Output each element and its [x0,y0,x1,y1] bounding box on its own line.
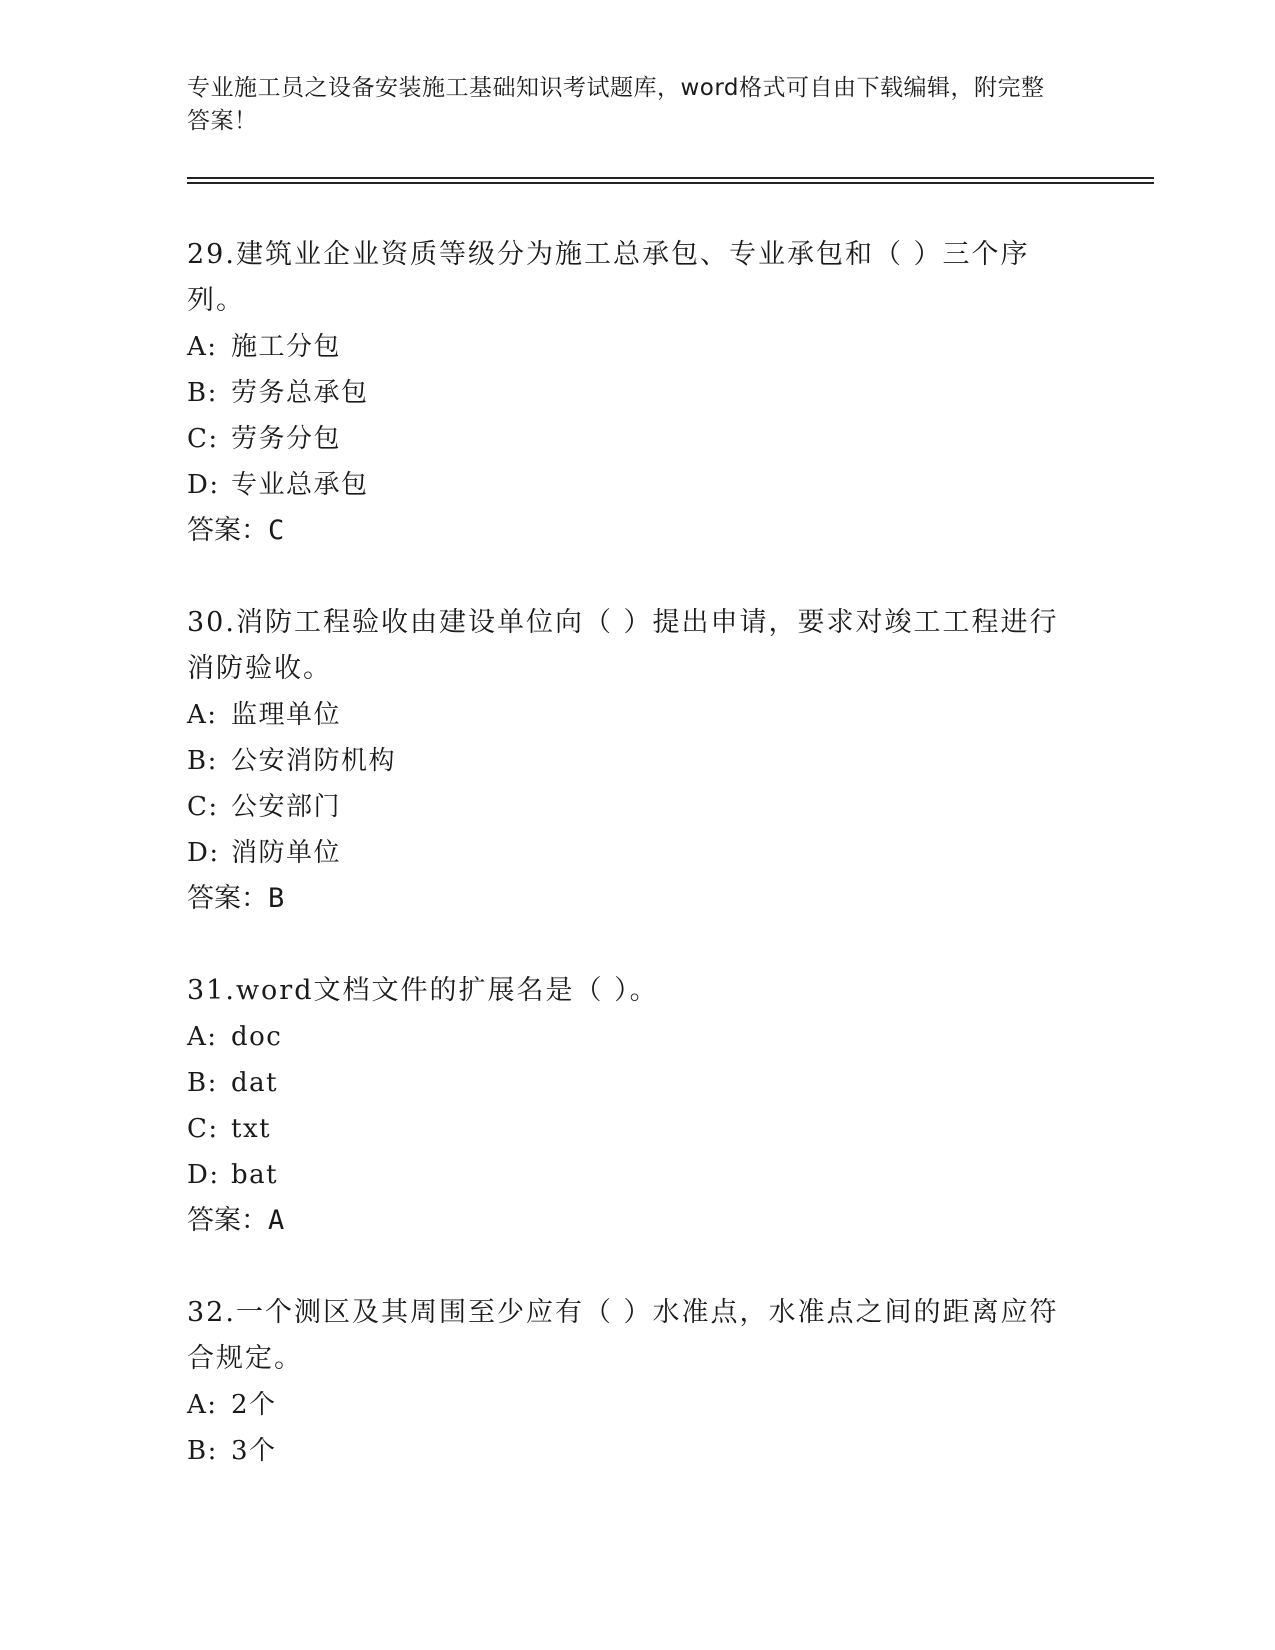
option-text: 监理单位 [231,700,342,730]
option-text: 2个 [231,1390,277,1420]
option-b [187,1060,1067,1106]
option-a [187,1014,1067,1060]
answer-value: B [268,883,285,914]
document-header: 专业施工员之设备安装施工基础知识考试题库，word格式可自由下载编辑，附完整答案！ [187,75,1045,134]
option-b [187,738,1067,784]
question-29 [187,232,1067,554]
answer-line [187,876,1067,922]
option-text: 劳务总承包 [231,378,369,408]
option-text: dat [231,1068,279,1098]
option-key: C: [187,792,219,822]
option-text: bat [231,1160,279,1190]
option-key: C: [187,1114,219,1144]
option-b [187,1428,1067,1474]
option-c [187,1106,1067,1152]
option-c [187,784,1067,830]
option-key: A: [187,1390,218,1420]
option-text: 施工分包 [231,332,342,362]
option-key: B: [187,1436,218,1466]
option-key: D: [187,1160,220,1190]
question-list [187,232,1067,1520]
option-b [187,370,1067,416]
answer-line [187,508,1067,554]
option-d [187,830,1067,876]
option-key: D: [187,470,220,500]
header-divider-bottom [187,182,1154,184]
question-text: 31.word文档文件的扩展名是（ ）。 [187,975,659,1006]
option-text: doc [231,1022,283,1052]
option-text: txt [231,1114,272,1144]
question-text: 32.一个测区及其周围至少应有（ ）水准点，水准点之间的距离应符合规定。 [187,1297,1059,1374]
question-text: 29.建筑业企业资质等级分为施工总承包、专业承包和（ ）三个序列。 [187,239,1030,316]
option-key: B: [187,378,218,408]
answer-value: C [268,515,285,546]
option-key: A: [187,1022,218,1052]
question-31 [187,968,1067,1244]
question-30 [187,600,1067,922]
option-a [187,692,1067,738]
question-text: 30.消防工程验收由建设单位向（ ）提出申请，要求对竣工工程进行消防验收。 [187,607,1059,684]
option-d [187,462,1067,508]
header-divider-top [187,177,1154,179]
option-text: 专业总承包 [231,470,369,500]
option-key: A: [187,700,218,730]
option-key: C: [187,424,219,454]
option-d [187,1152,1067,1198]
answer-value: A [268,1205,285,1236]
question-32 [187,1290,1067,1474]
option-text: 3个 [231,1436,277,1466]
option-c [187,416,1067,462]
option-a [187,1382,1067,1428]
answer-line [187,1198,1067,1244]
option-text: 公安部门 [231,792,342,822]
option-key: A: [187,332,218,362]
option-text: 公安消防机构 [231,746,397,776]
answer-label: 答案： [187,1205,268,1236]
option-key: B: [187,746,218,776]
option-a [187,324,1067,370]
option-key: B: [187,1068,218,1098]
option-key: D: [187,838,220,868]
answer-label: 答案： [187,883,268,914]
option-text: 消防单位 [231,838,342,868]
answer-label: 答案： [187,515,268,546]
option-text: 劳务分包 [231,424,342,454]
